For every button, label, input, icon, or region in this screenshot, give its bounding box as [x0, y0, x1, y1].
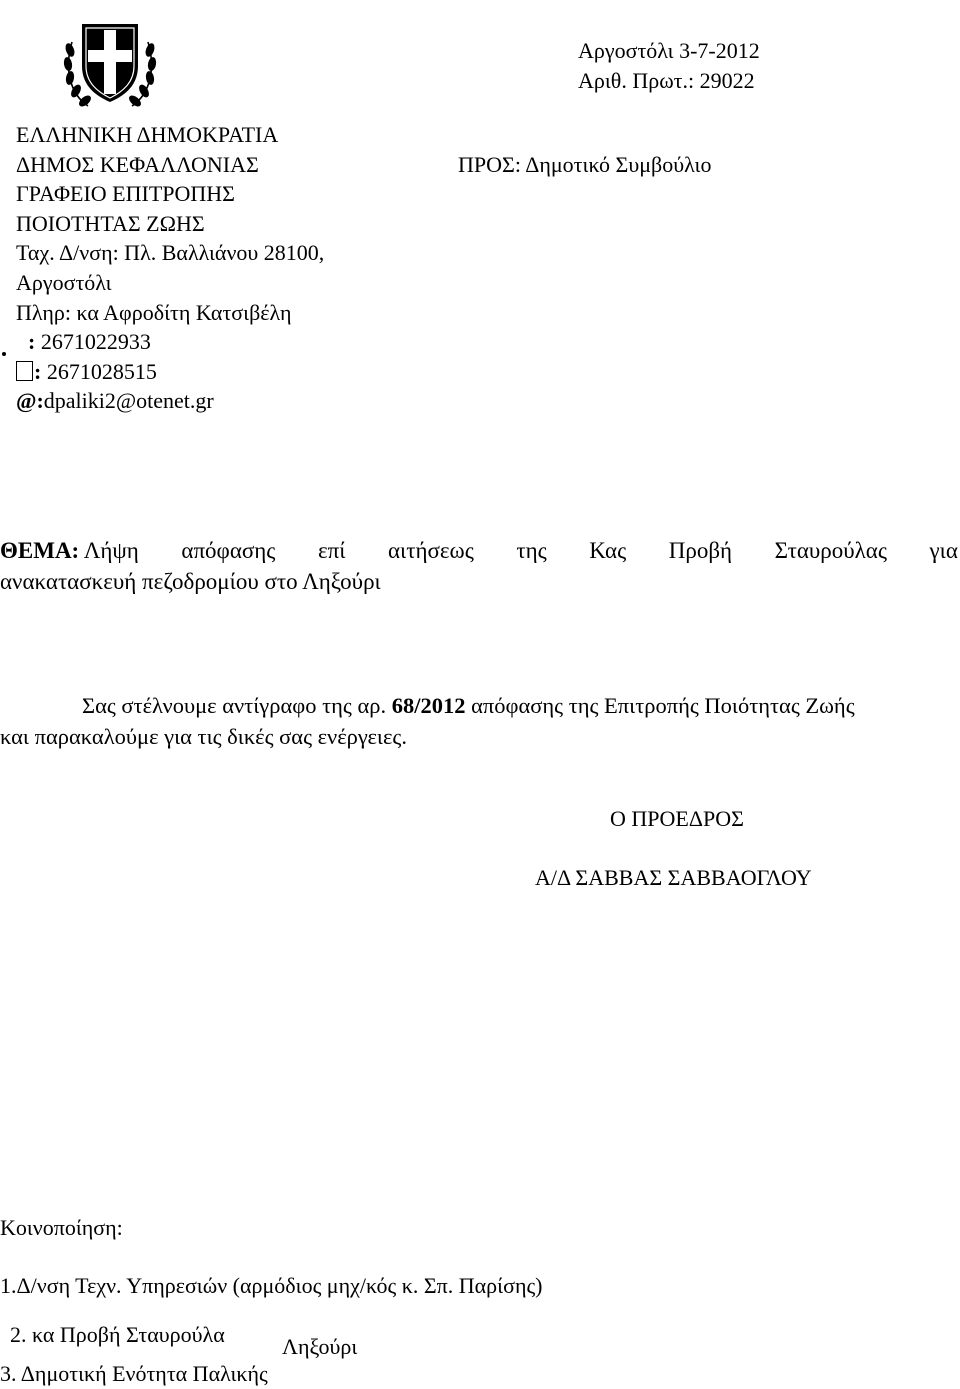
protocol-line [578, 66, 760, 96]
sender-block [16, 120, 324, 416]
sender-email-line [16, 386, 324, 416]
cc-item-1: 1.Δ/νση Τεχν. Υπηρεσιών (αρμόδιος μηχ/κός κ. Σπ. Παρίσης) [0, 1273, 543, 1298]
bullet-dot [2, 352, 6, 356]
subject-word: απόφασης [181, 538, 276, 563]
subject-word: Σταυρούλας [774, 538, 887, 563]
cc-item-2-location: Ληξούρι [282, 1334, 358, 1359]
subject-label-with-first-word [0, 535, 139, 566]
sender-line-municipality: ΔΗΜΟΣ ΚΕΦΑΛΛΟΝΙΑΣ [16, 151, 259, 177]
subject-word: Προβή [668, 538, 733, 563]
recipient-line [458, 152, 711, 178]
email-prefix: @: [16, 388, 44, 414]
cc-item-3: 3. Δημοτική Ενότητα Παλικής [0, 1361, 268, 1386]
fax-prefix: : [34, 358, 42, 384]
coat-of-arms-emblem [58, 14, 162, 114]
body-text-part2: απόφασης της Επιτροπής Ποιότητας Ζωής [471, 693, 855, 718]
subject-line-2: ανακατασκευή πεζοδρομίου στο Ληξούρι [0, 569, 381, 594]
subject-word: Κας [589, 538, 627, 563]
phone-number: 2671022933 [40, 329, 151, 355]
subject-block [0, 535, 958, 597]
signature-title: Ο ΠΡΟΕΔΡΟΣ [610, 806, 744, 831]
decision-number: 68/2012 [391, 693, 466, 718]
sender-line-city: Αργοστόλι [16, 269, 112, 295]
sender-fax-line [16, 357, 324, 387]
sender-line-contact: Πληρ: κα Αφροδίτη Κατσιβέλη [16, 299, 292, 325]
cc-item-2: 2. κα Προβή Σταυρούλα [10, 1322, 225, 1347]
sender-line-committee: ΠΟΙΟΤΗΤΑΣ ΖΩΗΣ [16, 210, 205, 236]
subject-word: Λήψη [83, 538, 139, 563]
cc-heading: Κοινοποίηση: [0, 1215, 123, 1240]
sender-line-office: ΓΡΑΦΕΙΟ ΕΠΙΤΡΟΠΗΣ [16, 181, 235, 207]
protocol-number: 29022 [699, 68, 755, 93]
body-paragraph [0, 690, 958, 752]
email-address[interactable]: dpaliki2@otenet.gr [43, 388, 214, 414]
subject-word: για [929, 538, 958, 563]
subject-label: ΘΕΜΑ: [0, 538, 80, 563]
body-text-part1: Σας στέλνουμε αντίγραφο της αρ. [82, 693, 387, 718]
recipient-label: ΠΡΟΣ: [458, 152, 521, 177]
greek-coat-of-arms-icon [58, 14, 162, 114]
subject-word: αιτήσεως [387, 538, 474, 563]
recipient-name: Δημοτικό Συμβούλιο [525, 152, 712, 177]
fax-number: 2671028515 [46, 358, 157, 384]
subject-word: επί [317, 538, 346, 563]
document-date: Αργοστόλι 3-7-2012 [578, 38, 760, 63]
phone-prefix: : [28, 329, 36, 355]
sender-phone-line [16, 327, 324, 357]
subject-word: της [516, 538, 547, 563]
fax-icon [16, 361, 33, 381]
body-line-1 [0, 690, 958, 721]
sender-line-country: ΕΛΛΗΝΙΚΗ ΔΗΜΟΚΡΑΤΙΑ [16, 122, 279, 147]
subject-line-1 [0, 535, 958, 566]
date-protocol-block [578, 36, 760, 96]
protocol-label: Αριθ. Πρωτ.: [578, 68, 695, 93]
signature-name: Α/Δ ΣΑΒΒΑΣ ΣΑΒΒΑΟΓΛΟΥ [535, 865, 812, 890]
sender-line-address: Ταχ. Δ/νση: Πλ. Βαλλιάνου 28100, [16, 240, 325, 266]
body-line-2: και παρακαλούμε για τις δικές σας ενέργειες. [0, 724, 407, 749]
